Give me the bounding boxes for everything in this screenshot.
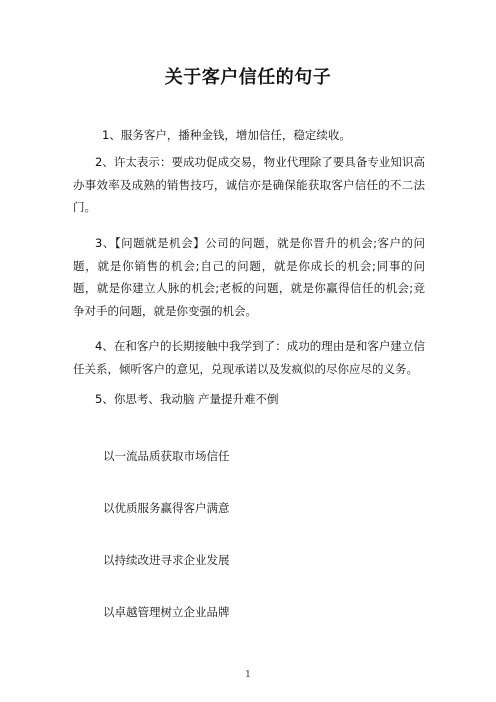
document-title: 关于客户信任的句子 (164, 67, 332, 88)
page-number: 1 (245, 670, 251, 680)
paragraph-4: 4、在和客户的长期接触中我学到了：成功的理由是和客户建立信任关系，倾听客户的意见，兑现承诺以及发疯似的尽你应尽的义务。 (73, 339, 425, 376)
paragraph-5: 5、你思考、我动脑 产量提升难不倒 (95, 392, 279, 406)
slogan-line-4: 以卓越管理树立企业品牌 (103, 605, 230, 619)
slogan-line-3: 以持续改进寻求企业发展 (103, 553, 230, 567)
paragraph-2: 2、许太表示：要成功促成交易，物业代理除了要具备专业知识高办事效率及成熟的销售技巧，诚信亦是确保能获取客户信任的不二法门。 (73, 155, 425, 215)
paragraph-1: 1、服务客户，播种金钱，增加信任，稳定续收。 (102, 128, 351, 142)
slogan-line-2: 以优质服务赢得客户满意 (103, 501, 230, 515)
slogan-line-1: 以一流品质获取市场信任 (103, 449, 230, 463)
paragraph-3: 3、【问题就是机会】公司的问题，就是你晋升的机会;客户的问题，就是你销售的机会;自己的问题，就是你成长的机会;同事的问题，就是你建立人脉的机会;老板的问题，就是你赢得信任的机会;竞争对手的问题，就是你变强的机会。 (73, 236, 425, 318)
